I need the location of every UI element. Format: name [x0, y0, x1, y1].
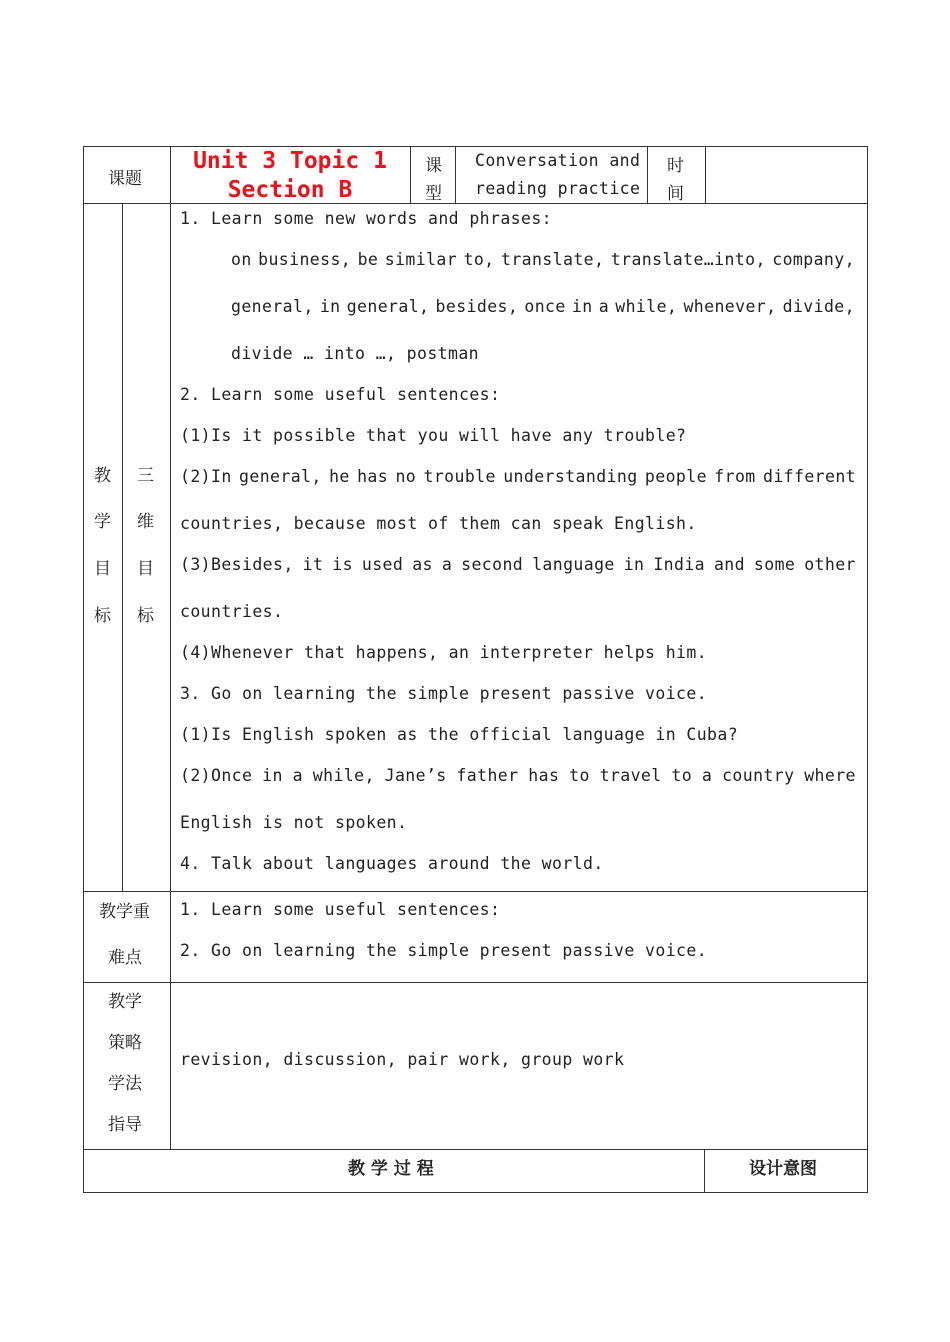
time-label-2: 间 — [667, 184, 684, 204]
word: general, — [231, 297, 314, 316]
word: as — [412, 555, 433, 574]
objectives-inner-label-1: 三 — [137, 466, 154, 486]
word: a — [292, 766, 303, 785]
word: in — [623, 555, 645, 574]
word: in — [571, 297, 593, 316]
row-divider-strategy — [83, 1149, 868, 1150]
design-intent-label: 设计意图 — [749, 1159, 817, 1179]
word: on — [231, 250, 252, 269]
word: he — [329, 467, 350, 486]
table-border-right — [867, 146, 868, 1193]
keypoints-line-1: 1. Learn some useful sentences: — [180, 900, 501, 919]
word: whenever, — [683, 297, 777, 316]
keypoints-label-1: 教学重 — [99, 902, 150, 922]
row-divider-objectives — [83, 891, 868, 892]
keypoints-line-2: 2. Go on learning the simple present passive voice. — [180, 941, 708, 960]
strategy-text: revision, discussion, pair work, group work — [180, 1050, 625, 1069]
objectives-inner-label-2: 维 — [137, 512, 154, 532]
word: second — [461, 555, 524, 574]
words-line-2 — [231, 297, 855, 316]
passive-sentence-1: (1)Is English spoken as the official language in Cuba? — [180, 725, 739, 744]
word: general, — [346, 297, 430, 316]
word: father — [456, 766, 519, 785]
col-divider-type-label — [455, 146, 456, 204]
words-line-1 — [231, 250, 855, 269]
keypoints-label-2: 难点 — [108, 948, 142, 968]
word: business, — [258, 250, 352, 269]
objectives-outer-label-2: 学 — [94, 512, 111, 532]
word: translate…into, — [610, 250, 766, 269]
word: is — [332, 555, 353, 574]
word: a — [441, 555, 453, 574]
word: to, — [463, 250, 495, 269]
word: Jane’s — [384, 766, 447, 785]
word: to — [569, 766, 590, 785]
objectives-outer-label-3: 目 — [94, 559, 111, 579]
col-divider-design — [704, 1149, 705, 1193]
strategy-label-1: 教学 — [108, 992, 142, 1012]
objective-item-4: 4. Talk about languages around the world. — [180, 854, 604, 873]
word: a — [598, 297, 610, 316]
word: (2)In — [180, 467, 232, 486]
type-value-2: reading practice — [475, 179, 641, 198]
word: has — [528, 766, 560, 785]
objectives-outer-label-4: 标 — [94, 606, 111, 626]
word: while, — [615, 297, 678, 316]
word: used — [361, 555, 404, 574]
strategy-label-3: 学法 — [108, 1074, 142, 1094]
sentence-1: (1)Is it possible that you will have any trouble? — [180, 426, 687, 445]
words-line-3: divide … into …, postman — [231, 344, 480, 363]
sentence-2-line-2: countries, because most of them can speak English. — [180, 514, 697, 533]
table-border-left — [83, 146, 84, 1193]
word: similar — [384, 250, 458, 269]
sentence-2-line-1 — [180, 467, 856, 486]
word: besides, — [435, 297, 519, 316]
word: company, — [772, 250, 855, 269]
word: while, — [312, 766, 375, 785]
word: where — [804, 766, 856, 785]
passive-sentence-2-line-2: English is not spoken. — [180, 813, 408, 832]
objectives-inner-label-3: 目 — [137, 559, 154, 579]
word: it — [302, 555, 324, 574]
word: no — [395, 467, 417, 486]
table-border-bottom — [83, 1192, 868, 1193]
word: different — [762, 467, 856, 486]
type-label-1: 课 — [425, 156, 442, 176]
process-label: 教 学 过 程 — [348, 1159, 434, 1179]
word: general, — [239, 467, 322, 486]
word: has — [357, 467, 389, 486]
word: language — [532, 555, 615, 574]
objective-item-3: 3. Go on learning the simple present passive voice. — [180, 684, 708, 703]
word: be — [357, 250, 379, 269]
type-label-2: 型 — [425, 184, 442, 204]
type-value-1: Conversation and — [475, 151, 641, 170]
word: to — [671, 766, 693, 785]
objective-item-1: 1. Learn some new words and phrases: — [180, 209, 553, 228]
word: in — [262, 766, 283, 785]
lesson-title-line2: Section B — [227, 177, 353, 203]
col-divider-title — [410, 146, 411, 204]
strategy-label-2: 策略 — [108, 1033, 142, 1053]
word: (2)Once — [180, 766, 253, 785]
word: from — [714, 467, 756, 486]
word: some — [753, 555, 796, 574]
word: translate, — [500, 250, 605, 269]
word: a — [701, 766, 713, 785]
sentence-4: (4)Whenever that happens, an interpreter helps him. — [180, 643, 708, 662]
sentence-3-line-1 — [180, 555, 856, 574]
col-divider-label — [170, 146, 171, 1150]
time-label-1: 时 — [667, 156, 684, 176]
lesson-title-line1: Unit 3 Topic 1 — [193, 148, 387, 174]
row-divider-keypoints — [83, 982, 868, 983]
word: once — [524, 297, 566, 316]
word: understanding — [503, 467, 638, 486]
col-divider-time-label — [705, 146, 706, 204]
word: in — [319, 297, 341, 316]
word: travel — [599, 766, 662, 785]
col-divider-inner-label — [122, 203, 123, 892]
objective-item-2: 2. Learn some useful sentences: — [180, 385, 501, 404]
topic-label: 课题 — [108, 169, 142, 189]
word: trouble — [423, 467, 496, 486]
objectives-outer-label-1: 教 — [94, 466, 111, 486]
passive-sentence-2-line-1 — [180, 766, 856, 785]
word: divide, — [782, 297, 855, 316]
word: India — [653, 555, 705, 574]
word: country — [722, 766, 795, 785]
word: people — [644, 467, 707, 486]
sentence-3-line-2: countries. — [180, 602, 284, 621]
col-divider-type-value — [647, 146, 648, 204]
word: and — [713, 555, 745, 574]
word: other — [804, 555, 856, 574]
strategy-label-4: 指导 — [108, 1115, 142, 1135]
objectives-inner-label-4: 标 — [137, 606, 154, 626]
word: (3)Besides, — [180, 555, 294, 574]
